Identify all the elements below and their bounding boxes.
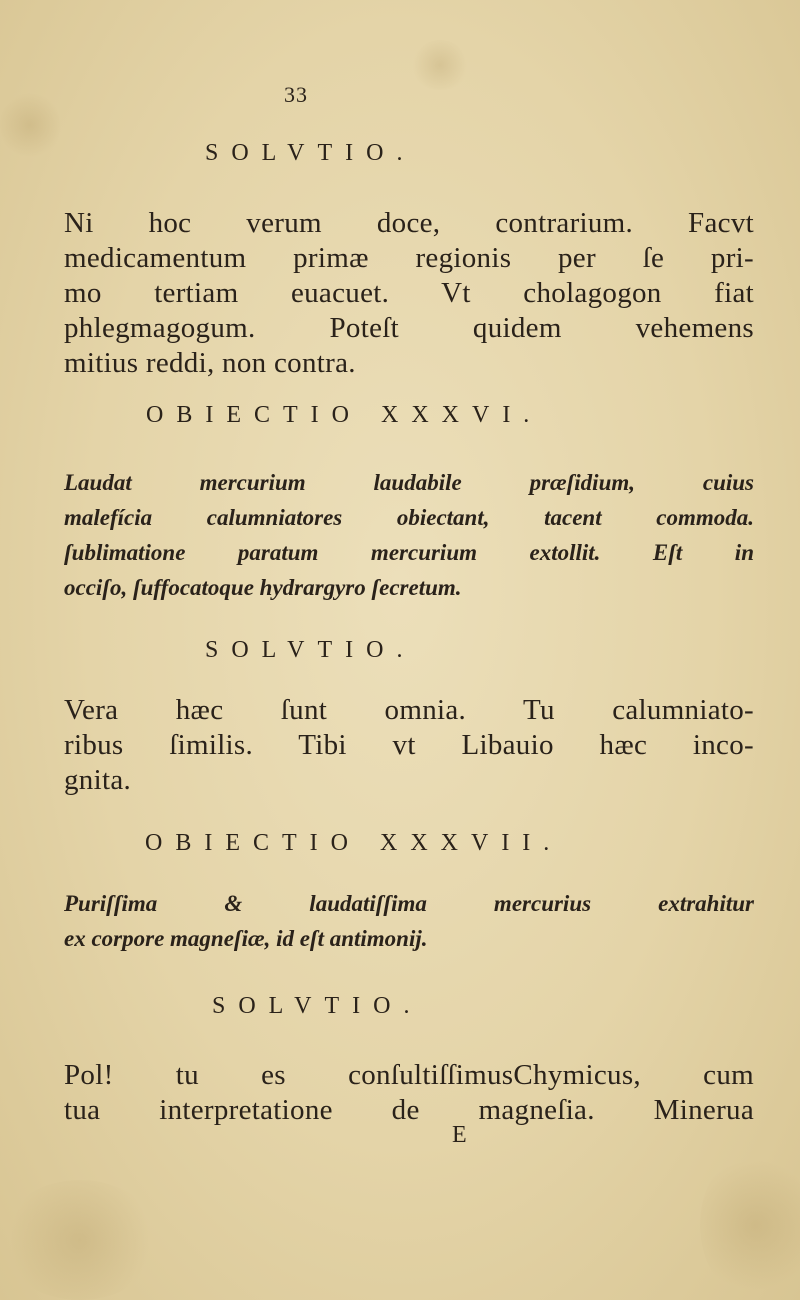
paragraph-2 <box>64 693 754 798</box>
text-line: Laudat mercurium laudabile præſidium, cuius <box>64 470 754 495</box>
text-line: Puriſſima & laudatiſſima mercurius extrahitur <box>64 891 754 916</box>
text-line: ſublimatione paratum mercurium extollit. Eſt in <box>64 540 754 565</box>
text-line: mitius reddi, non contra. <box>64 347 356 379</box>
heading-objectio-37: OBIECTIO XXXVII. <box>145 830 563 856</box>
signature-mark: E <box>452 1122 467 1148</box>
text-line: phlegmagogum. Poteſt quidem vehemens <box>64 312 754 344</box>
heading-solutio-2: SOLVTIO. <box>205 637 416 663</box>
paragraph-1 <box>64 206 754 381</box>
text-line: ribus ſimilis. Tibi vt Libauio hæc inco- <box>64 729 754 761</box>
text-line: ex corpore magneſiæ, id eſt antimonij. <box>64 926 428 951</box>
objectio-37-text <box>64 886 754 956</box>
heading-objectio-36: OBIECTIO XXXVI. <box>146 402 543 428</box>
text-line: Pol! tu es conſultiſſimusChymicus, cum <box>64 1059 754 1091</box>
paragraph-3 <box>64 1058 754 1128</box>
page-number: 33 <box>284 82 308 107</box>
text-line: gnita. <box>64 764 132 796</box>
text-line: tua interpretatione de magneſia. Minerua <box>64 1094 754 1126</box>
text-line: Ni hoc verum doce, contrarium. Facvt <box>64 207 754 239</box>
heading-solutio-1: SOLVTIO. <box>205 140 416 166</box>
text-line: medicamentum primæ regionis per ſe pri- <box>64 242 754 274</box>
heading-solutio-3: SOLVTIO. <box>212 993 423 1019</box>
text-line: malefícia calumniatores obiectant, tacent commoda. <box>64 505 754 530</box>
objectio-36-text <box>64 465 754 605</box>
text-line: mo tertiam euacuet. Vt cholagogon fiat <box>64 277 754 309</box>
text-line: Vera hæc ſunt omnia. Tu calumniato- <box>64 694 754 726</box>
text-line: occiſo, ſuffocatoque hydrargyro ſecretum. <box>64 575 462 600</box>
